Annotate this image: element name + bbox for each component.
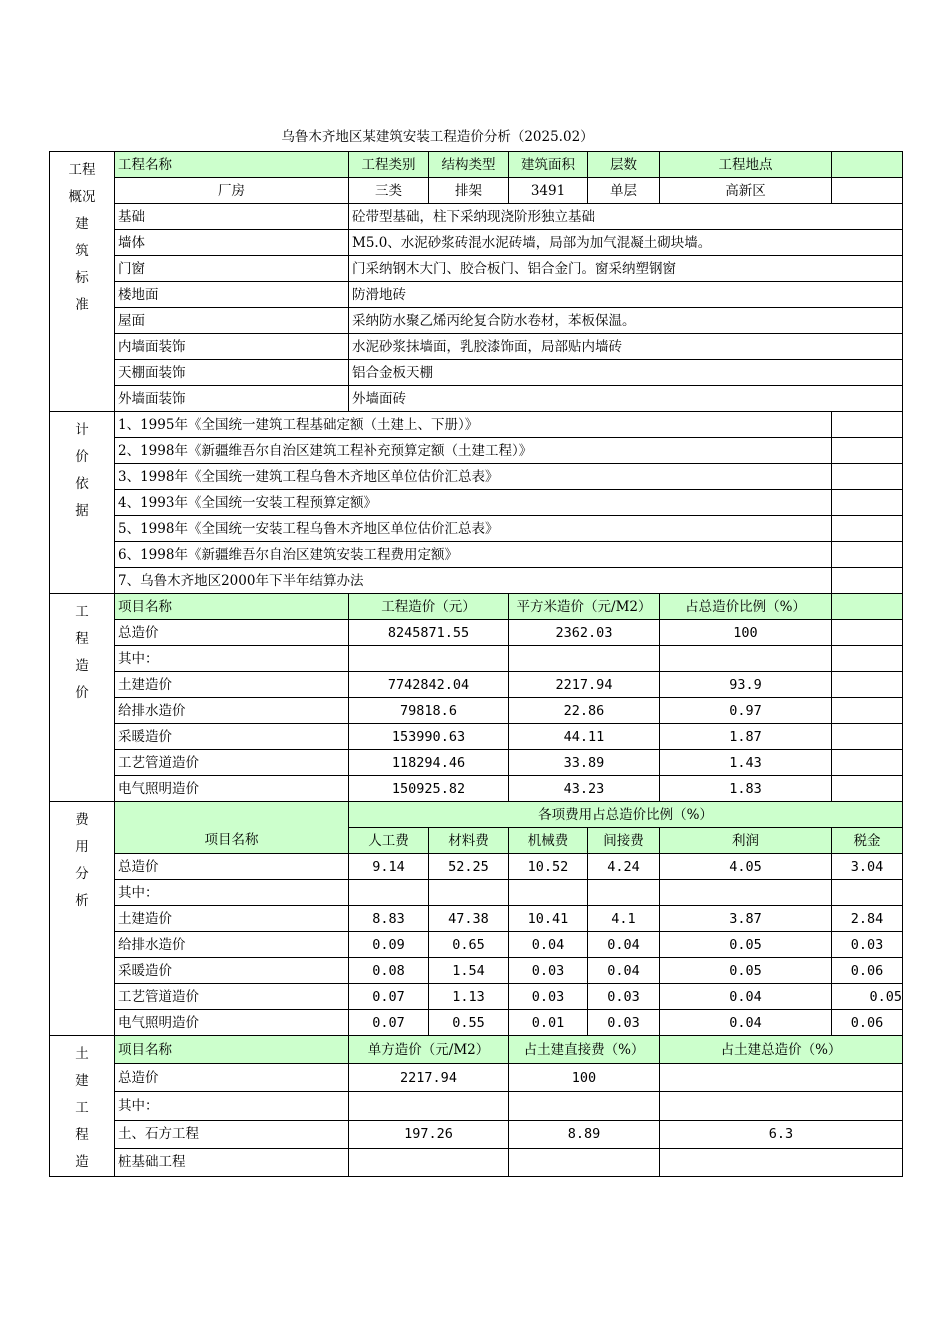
cost-row-total: 79818.6 — [349, 698, 509, 724]
cost-row-name: 工艺管道造价 — [115, 750, 349, 776]
fees-tax: 3.04 — [832, 854, 903, 880]
fees-header-tax: 税金 — [832, 828, 903, 854]
fees-tax: 2.84 — [832, 906, 903, 932]
civil-row — [50, 1120, 903, 1148]
civil-row-per-sqm: 197.26 — [349, 1120, 509, 1148]
document-title: 乌鲁木齐地区某建筑安装工程造价分析（2025.02） — [281, 129, 594, 145]
standard-name: 外墙面装饰 — [115, 386, 349, 412]
standard-desc: 防滑地砖 — [349, 282, 903, 308]
cost-header-row — [50, 594, 903, 620]
fees-tax — [832, 880, 903, 906]
cost-row-per-sqm: 22.86 — [509, 698, 660, 724]
cost-row-total — [349, 646, 509, 672]
standard-desc: M5.0、水泥砂浆砖混水泥砖墙，局部为加气混凝土砌块墙。 — [349, 230, 903, 256]
basis-row — [50, 516, 903, 542]
standard-desc: 采纳防水聚乙烯丙纶复合防水卷材，苯板保温。 — [349, 308, 903, 334]
fees-header-indirect: 间接费 — [588, 828, 660, 854]
fees-group-header-row — [50, 802, 903, 828]
fees-tax: 0.06 — [832, 1010, 903, 1036]
cost-header-ratio: 占总造价比例（%） — [660, 594, 832, 620]
fees-profit: 0.04 — [660, 984, 832, 1010]
fees-indirect: 0.04 — [588, 958, 660, 984]
fees-machinery: 10.41 — [509, 906, 588, 932]
standard-desc: 水泥砂浆抹墙面，乳胶漆饰面，局部贴内墙砖 — [349, 334, 903, 360]
standard-row — [50, 334, 903, 360]
fees-section-label: 费 用 分 析 — [50, 802, 115, 1036]
fees-indirect: 0.03 — [588, 984, 660, 1010]
fees-row-name: 工艺管道造价 — [115, 984, 349, 1010]
overview-values-row — [50, 178, 903, 204]
fees-labor — [349, 880, 429, 906]
cost-header-per-sqm: 平方米造价（元/M2） — [509, 594, 660, 620]
cost-analysis-table — [49, 151, 903, 1177]
civil-row — [50, 1092, 903, 1120]
standard-row — [50, 386, 903, 412]
cost-row — [50, 646, 903, 672]
location-value: 高新区 — [660, 178, 832, 204]
standard-desc: 外墙面砖 — [349, 386, 903, 412]
basis-section-label: 计 价 依 据 — [50, 412, 115, 594]
cost-row-name: 给排水造价 — [115, 698, 349, 724]
fees-header-material: 材料费 — [429, 828, 509, 854]
fees-machinery: 0.04 — [509, 932, 588, 958]
standard-row — [50, 204, 903, 230]
cost-row-ratio: 93.9 — [660, 672, 832, 698]
fees-indirect — [588, 880, 660, 906]
cost-row-ratio: 1.43 — [660, 750, 832, 776]
cost-row-total: 8245871.55 — [349, 620, 509, 646]
header-building-area: 建筑面积 — [509, 152, 588, 178]
fees-row — [50, 1010, 903, 1036]
basis-item: 5、1998年《全国统一安装工程乌鲁木齐地区单位估价汇总表》 — [115, 516, 832, 542]
standard-row — [50, 230, 903, 256]
cost-row-per-sqm: 33.89 — [509, 750, 660, 776]
project-class-value: 三类 — [349, 178, 429, 204]
overview-section-label: 工程 概况 建 筑 标 准 — [50, 152, 115, 412]
civil-header-row — [50, 1036, 903, 1064]
basis-item: 7、乌鲁木齐地区2000年下半年结算办法 — [115, 568, 832, 594]
fees-tax: 0.06 — [832, 958, 903, 984]
fees-row-name: 采暖造价 — [115, 958, 349, 984]
standard-name: 屋面 — [115, 308, 349, 334]
fees-machinery: 0.03 — [509, 984, 588, 1010]
standard-row — [50, 360, 903, 386]
basis-row — [50, 568, 903, 594]
fees-header-profit: 利润 — [660, 828, 832, 854]
cost-row-per-sqm: 44.11 — [509, 724, 660, 750]
cost-row-per-sqm — [509, 646, 660, 672]
standard-desc: 门采纳钢木大门、胶合板门、铝合金门。窗采纳塑钢窗 — [349, 256, 903, 282]
fees-indirect: 4.24 — [588, 854, 660, 880]
fees-row — [50, 984, 903, 1010]
fees-row — [50, 958, 903, 984]
civil-header-direct: 占土建直接费（%） — [509, 1036, 660, 1064]
fees-labor: 8.83 — [349, 906, 429, 932]
cost-row-total: 153990.63 — [349, 724, 509, 750]
cost-header-total: 工程造价（元） — [349, 594, 509, 620]
cost-row — [50, 672, 903, 698]
civil-row-direct — [509, 1148, 660, 1176]
standard-desc: 铝合金板天棚 — [349, 360, 903, 386]
fees-profit: 4.05 — [660, 854, 832, 880]
civil-row-per-sqm — [349, 1092, 509, 1120]
fees-indirect: 4.1 — [588, 906, 660, 932]
fees-material — [429, 880, 509, 906]
fees-row — [50, 880, 903, 906]
fees-tax: 0.03 — [832, 932, 903, 958]
cost-row-name: 采暖造价 — [115, 724, 349, 750]
civil-row-name: 土、石方工程 — [115, 1120, 349, 1148]
header-structure-type: 结构类型 — [429, 152, 509, 178]
fees-row-name: 给排水造价 — [115, 932, 349, 958]
civil-row-name: 总造价 — [115, 1064, 349, 1092]
basis-item: 2、1998年《新疆维吾尔自治区建筑工程补充预算定额（土建工程）》 — [115, 438, 832, 464]
fees-profit: 0.04 — [660, 1010, 832, 1036]
fees-header-name: 项目名称 — [115, 802, 349, 854]
standard-row — [50, 256, 903, 282]
cost-row-name: 电气照明造价 — [115, 776, 349, 802]
standard-name: 墙体 — [115, 230, 349, 256]
basis-row — [50, 464, 903, 490]
civil-section-label: 土 建 工 程 造 — [50, 1036, 115, 1177]
basis-row — [50, 542, 903, 568]
standard-row — [50, 308, 903, 334]
cost-row-ratio — [660, 646, 832, 672]
fees-machinery: 0.03 — [509, 958, 588, 984]
fees-row-name: 其中： — [115, 880, 349, 906]
fees-machinery: 10.52 — [509, 854, 588, 880]
cost-row-name: 总造价 — [115, 620, 349, 646]
fees-row-name: 总造价 — [115, 854, 349, 880]
cost-row-per-sqm: 2362.03 — [509, 620, 660, 646]
civil-row-per-sqm: 2217.94 — [349, 1064, 509, 1092]
standard-name: 天棚面装饰 — [115, 360, 349, 386]
cost-row-per-sqm: 43.23 — [509, 776, 660, 802]
cost-row-name: 其中： — [115, 646, 349, 672]
building-area-value: 3491 — [509, 178, 588, 204]
fees-profit — [660, 880, 832, 906]
basis-row — [50, 412, 903, 438]
civil-header-total: 占土建总造价（%） — [660, 1036, 903, 1064]
cost-row — [50, 750, 903, 776]
fees-group-header: 各项费用占总造价比例（%） — [349, 802, 903, 828]
header-project-name: 工程名称 — [115, 152, 349, 178]
standard-row — [50, 282, 903, 308]
fees-indirect: 0.03 — [588, 1010, 660, 1036]
civil-row-total — [660, 1064, 903, 1092]
fees-material: 1.13 — [429, 984, 509, 1010]
civil-row-total: 6.3 — [660, 1120, 903, 1148]
civil-header-per-sqm: 单方造价（元/M2） — [349, 1036, 509, 1064]
basis-row — [50, 490, 903, 516]
cost-row — [50, 620, 903, 646]
civil-row-direct: 100 — [509, 1064, 660, 1092]
fees-material: 1.54 — [429, 958, 509, 984]
fees-indirect: 0.04 — [588, 932, 660, 958]
civil-row-direct — [509, 1092, 660, 1120]
fees-labor: 0.09 — [349, 932, 429, 958]
civil-row — [50, 1064, 903, 1092]
cost-row — [50, 724, 903, 750]
cost-row-ratio: 1.83 — [660, 776, 832, 802]
fees-profit: 0.05 — [660, 958, 832, 984]
cost-row-ratio: 100 — [660, 620, 832, 646]
basis-item: 4、1993年《全国统一安装工程预算定额》 — [115, 490, 832, 516]
standard-name: 门窗 — [115, 256, 349, 282]
cost-row-total: 118294.46 — [349, 750, 509, 776]
fees-row-name: 土建造价 — [115, 906, 349, 932]
fees-profit: 0.05 — [660, 932, 832, 958]
standard-name: 内墙面装饰 — [115, 334, 349, 360]
header-location: 工程地点 — [660, 152, 832, 178]
civil-row-name: 其中： — [115, 1092, 349, 1120]
overview-header-row — [50, 152, 903, 178]
fees-material: 0.65 — [429, 932, 509, 958]
standard-name: 楼地面 — [115, 282, 349, 308]
civil-row — [50, 1148, 903, 1176]
cost-header-name: 项目名称 — [115, 594, 349, 620]
basis-item: 6、1998年《新疆维吾尔自治区建筑安装工程费用定额》 — [115, 542, 832, 568]
civil-row-total — [660, 1092, 903, 1120]
fees-material: 47.38 — [429, 906, 509, 932]
cost-section-label: 工 程 造 价 — [50, 594, 115, 802]
fees-labor: 0.08 — [349, 958, 429, 984]
civil-header-name: 项目名称 — [115, 1036, 349, 1064]
cost-row-ratio: 0.97 — [660, 698, 832, 724]
header-project-class: 工程类别 — [349, 152, 429, 178]
basis-row — [50, 438, 903, 464]
fees-labor: 0.07 — [349, 1010, 429, 1036]
basis-item: 1、1995年《全国统一建筑工程基础定额（土建上、下册）》 — [115, 412, 832, 438]
fees-row-name: 电气照明造价 — [115, 1010, 349, 1036]
standard-name: 基础 — [115, 204, 349, 230]
fees-row — [50, 854, 903, 880]
structure-type-value: 排架 — [429, 178, 509, 204]
fees-row — [50, 906, 903, 932]
standard-desc: 砼带型基础，柱下采纳现浇阶形独立基础 — [349, 204, 903, 230]
fees-material: 0.55 — [429, 1010, 509, 1036]
fees-material: 52.25 — [429, 854, 509, 880]
fees-row — [50, 932, 903, 958]
civil-row-total — [660, 1148, 903, 1176]
cost-row-ratio: 1.87 — [660, 724, 832, 750]
cost-row-total: 150925.82 — [349, 776, 509, 802]
fees-machinery — [509, 880, 588, 906]
cost-row — [50, 776, 903, 802]
cost-row-total: 7742842.04 — [349, 672, 509, 698]
civil-row-name: 桩基础工程 — [115, 1148, 349, 1176]
cost-row-name: 土建造价 — [115, 672, 349, 698]
fees-header-labor: 人工费 — [349, 828, 429, 854]
fees-machinery: 0.01 — [509, 1010, 588, 1036]
floors-value: 单层 — [588, 178, 660, 204]
fees-labor: 0.07 — [349, 984, 429, 1010]
header-floors: 层数 — [588, 152, 660, 178]
project-name-value: 厂房 — [115, 178, 349, 204]
fees-labor: 9.14 — [349, 854, 429, 880]
cost-row-per-sqm: 2217.94 — [509, 672, 660, 698]
fees-header-machinery: 机械费 — [509, 828, 588, 854]
fees-tax: 0.05 — [832, 984, 903, 1010]
basis-item: 3、1998年《全国统一建筑工程乌鲁木齐地区单位估价汇总表》 — [115, 464, 832, 490]
civil-row-direct: 8.89 — [509, 1120, 660, 1148]
fees-profit: 3.87 — [660, 906, 832, 932]
civil-row-per-sqm — [349, 1148, 509, 1176]
cost-row — [50, 698, 903, 724]
